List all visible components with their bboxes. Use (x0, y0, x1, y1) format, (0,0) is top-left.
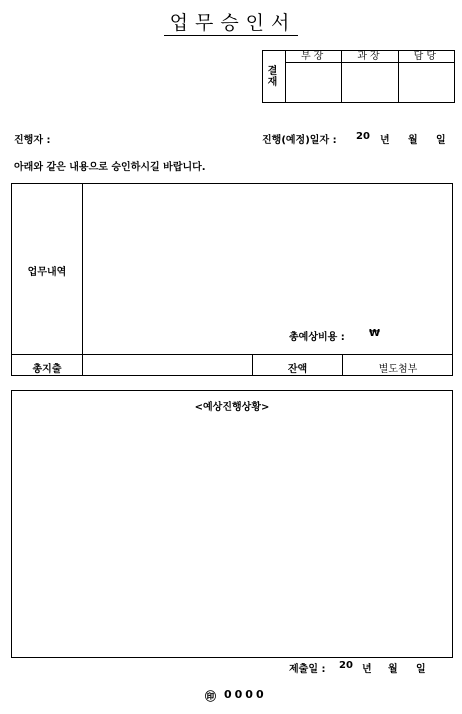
work-detail-content[interactable] (84, 185, 452, 325)
approval-header-section-chief: 과장 (342, 51, 398, 63)
seal-code: 0000 (224, 688, 267, 701)
balance-label: 잔액 (287, 364, 308, 375)
submission-date-year-prefix: 20 (339, 660, 353, 671)
progress-person-label: 진행자 : (14, 135, 51, 146)
currency-symbol: ₩ (369, 328, 381, 339)
approval-sign-staff[interactable] (398, 63, 454, 103)
progress-date-label: 진행(예정)일자 : (262, 135, 337, 146)
approval-side-label-2: 재 (267, 76, 281, 88)
progress-status-heading: <예상진행상황> (194, 402, 270, 413)
progress-date-year-unit: 년 (380, 135, 390, 146)
estimated-cost-label: 총예상비용 : (289, 332, 345, 343)
submission-date-day-unit: 일 (416, 664, 426, 675)
approval-header-manager: 부장 (286, 51, 342, 63)
approval-sign-manager[interactable] (286, 63, 342, 103)
request-sentence: 아래와 같은 내용으로 승인하시길 바랍니다. (14, 162, 206, 173)
progress-status-content[interactable] (13, 414, 451, 656)
approval-side-label (263, 51, 286, 103)
total-spend-field[interactable] (84, 356, 250, 375)
total-spend-label: 총지출 (32, 364, 62, 375)
approval-table (262, 50, 455, 103)
progress-date-year-prefix: 20 (356, 131, 370, 142)
detail-divider-horizontal (11, 354, 453, 355)
progress-date-day-unit: 일 (436, 135, 446, 146)
submission-date-label: 제출일 : (289, 664, 326, 675)
document-title-text: 업무승인서 (164, 12, 299, 36)
detail-divider-vertical (82, 183, 83, 376)
attachment-note: 별도첨부 (378, 364, 418, 375)
approval-side-label-1: 결 (267, 65, 281, 77)
seal-mark: ㊞ (205, 690, 216, 703)
document-title (0, 8, 462, 35)
work-detail-label: 업무내역 (27, 267, 67, 278)
submission-date-month-unit: 월 (388, 664, 398, 675)
progress-date-month-unit: 월 (408, 135, 418, 146)
submission-date-year-unit: 년 (362, 664, 372, 675)
approval-sign-section-chief[interactable] (342, 63, 398, 103)
approval-header-staff: 담당 (398, 51, 454, 63)
